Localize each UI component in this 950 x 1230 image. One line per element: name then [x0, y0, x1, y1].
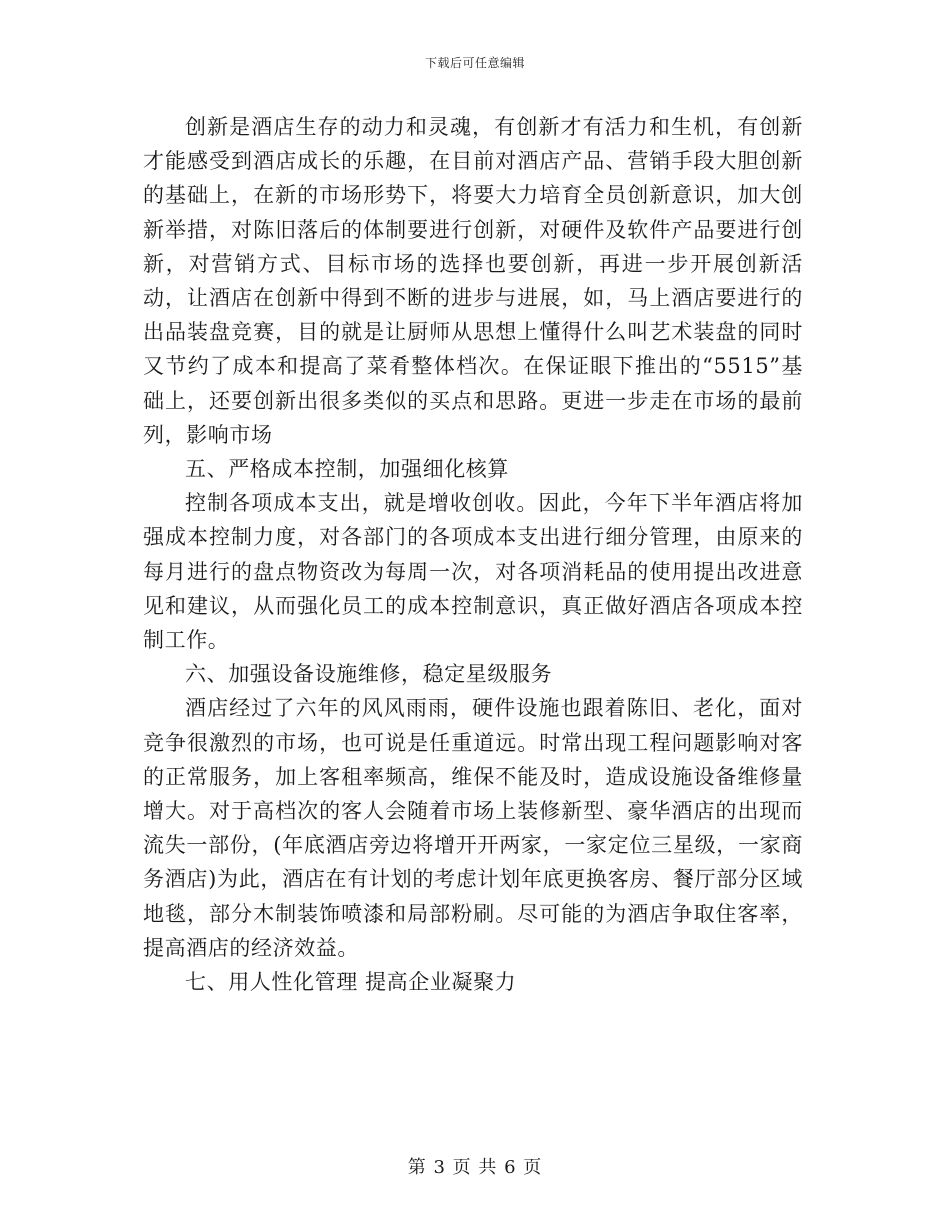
- paragraph-innovation: 创新是酒店生存的动力和灵魂，有创新才有活力和生机，有创新才能感受到酒店成长的乐趣，在目前对酒店产品、营销手段大胆创新的基础上，在新的市场形势下，将要大力培育全员创新意识，加大创新举措，对陈旧落后的体制要进行创新，对硬件及软件产品要进行创新，对营销方式、目标市场的选择也要创新，再进一步开展创新活动，让酒店在创新中得到不断的进步与进展，如，马上酒店要进行的出品装盘竞赛，目的就是让厨师从思想上懂得什么叫艺术装盘的同时又节约了成本和提高了菜肴整体档次。在保证眼下推出的“5515”基础上，还要创新出很多类似的买点和思路。更进一步走在市场的最前列，影响市场: [143, 115, 803, 447]
- section-heading-6: 六、加强设备设施维修，稳定星级服务: [185, 662, 553, 687]
- page-header: 下载后可任意编辑: [424, 56, 525, 70]
- paragraph-equipment-maintenance: 酒店经过了六年的风风雨雨，硬件设施也跟着陈旧、老化，面对竞争很激烈的市场，也可说是任重道远。时常出现工程问题影响对客的正常服务，加上客租率频高，维保不能及时，造成设施设备维修量增大。对于高档次的客人会随着市场上装修新型、豪华酒店的出现而流失一部份，(年底酒店旁边将增开开两家，一家定位三星级，一家商务酒店)为此，酒店在有计划的考虑计划年底更换客房、餐厅部分区域地毯，部分木制装饰喷漆和局部粉刷。尽可能的为酒店争取住客率，提高酒店的经济效益。: [143, 696, 803, 960]
- document-body: [143, 110, 803, 999]
- paragraph-cost-control: 控制各项成本支出，就是增收创收。因此，今年下半年酒店将加强成本控制力度，对各部门的各项成本支出进行细分管理，由原来的每月进行的盘点物资改为每周一次，对各项消耗品的使用提出改进意见和建议，从而强化员工的成本控制意识，真正做好酒店各项成本控制工作。: [143, 491, 803, 653]
- section-heading-5: 五、严格成本控制，加强细化核算: [185, 457, 509, 482]
- section-heading-7: 七、用人性化管理 提高企业凝聚力: [185, 970, 517, 995]
- page-number: 第 3 页 共 6 页: [407, 1157, 543, 1178]
